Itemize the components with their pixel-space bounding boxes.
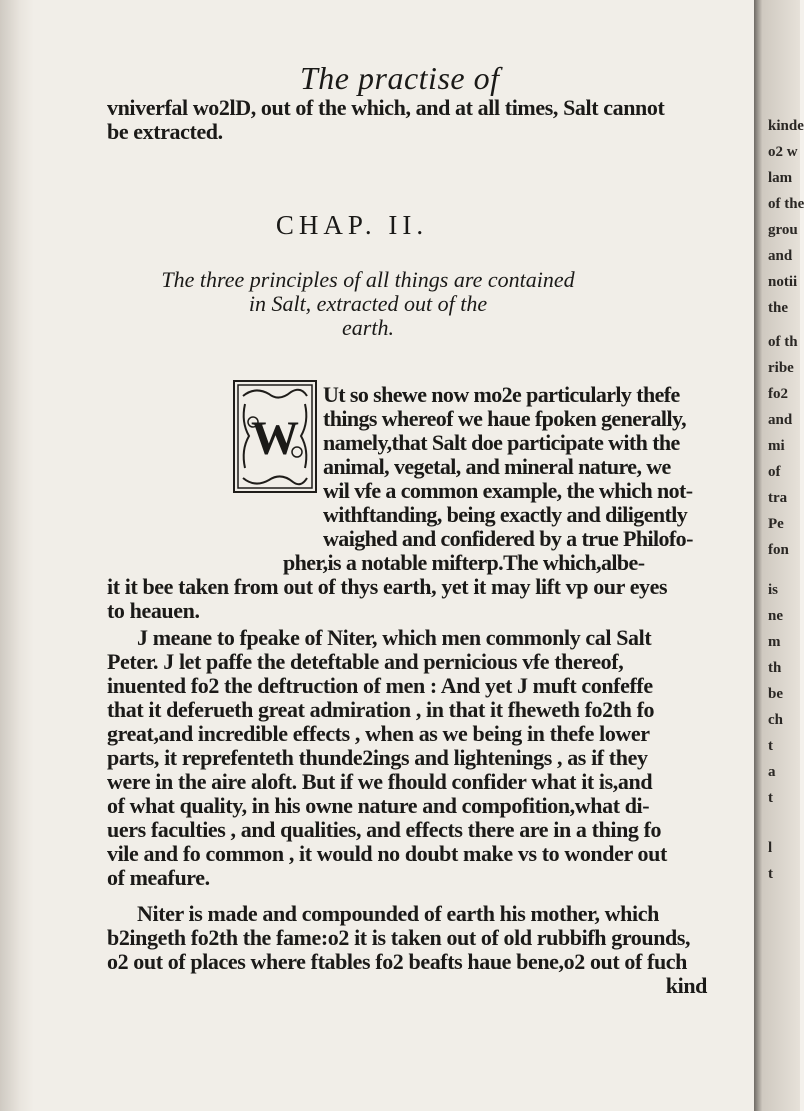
text-line: things whereof we haue fpoken generally, [323, 406, 687, 431]
facing-fragment: ribe [768, 360, 794, 376]
facing-fragment: th [768, 660, 782, 676]
left-gutter [0, 0, 34, 1111]
text-line: to heauen. [107, 598, 200, 623]
summary-line: The three principles of all things are contained [161, 267, 575, 292]
text-line: o2 out of places where ftables fo2 beafts haue bene,o2 out of fuch [107, 949, 687, 974]
text-line: of what quality, in his owne nature and compofition,what di- [107, 793, 650, 818]
text-line: that it deferueth great admiration , in that it fheweth fo2th fo [107, 697, 655, 722]
facing-fragment: and [768, 412, 793, 428]
facing-fragment: tra [768, 490, 788, 506]
text-line: be extracted. [107, 119, 223, 144]
paragraph-three [107, 902, 707, 998]
text-line: Ut so shewe now mo2e particularly thefe [323, 382, 680, 407]
text-line: inuented fo2 the deftruction of men : And yet J muft confeffe [107, 673, 653, 698]
facing-fragment: fo2 [768, 386, 788, 402]
paragraph-two [107, 626, 707, 890]
facing-fragment: t [768, 738, 773, 754]
text-line: waighed and confidered by a true Philofo- [323, 526, 693, 551]
summary-line: earth. [342, 315, 394, 340]
chapter-heading: CHAP. II. [275, 210, 429, 240]
catchword: kind [665, 973, 707, 998]
facing-fragment: mi [768, 438, 785, 454]
facing-page-edge [754, 0, 804, 1111]
facing-fragment: ne [768, 608, 783, 624]
facing-fragment: t [768, 790, 773, 806]
paragraph-one [107, 575, 707, 623]
running-head: The practise of [300, 60, 500, 96]
facing-fragment: be [768, 686, 783, 702]
text-line: J meane to fpeake of Niter, which men commonly cal Salt [137, 625, 652, 650]
summary-line: in Salt, extracted out of the [248, 291, 488, 316]
facing-fragment: kinde [768, 118, 804, 134]
facing-fragment: grou [768, 222, 798, 238]
text-line: animal, vegetal, and mineral nature, we [323, 454, 671, 479]
facing-fragment: a [768, 764, 776, 780]
facing-fragment: m [768, 634, 781, 650]
chapter-summary [158, 268, 578, 340]
facing-fragment: of th [768, 334, 798, 350]
text-line: were in the aire aloft. But if we fhould confider what it is,and [107, 769, 653, 794]
facing-fragment: is [768, 582, 779, 598]
text-line: uers faculties , and qualities, and effects there are in a thing fo [107, 817, 662, 842]
facing-fragment: l [768, 840, 773, 856]
text-line: Niter is made and compounded of earth his mother, which [137, 901, 659, 926]
initial-paragraph [283, 382, 703, 575]
facing-fragment: t [768, 866, 773, 882]
text-line: b2ingeth fo2th the fame:o2 it is taken out of old rubbifh grounds, [107, 925, 691, 950]
text-line: vile and fo common , it would no doubt make vs to wonder out [107, 841, 667, 866]
facing-fragment: and [768, 248, 793, 264]
text-line: parts, it reprefenteth thunde2ings and lightenings , as if they [107, 745, 648, 770]
facing-fragment: lam [768, 170, 793, 186]
text-line: vniverfal wo2lD, out of the which, and at all times, Salt cannot [107, 95, 665, 120]
facing-fragment: ch [768, 712, 783, 728]
text-line: great,and incredible effects , when as we being in thefe lower [107, 721, 650, 746]
text-line: pher,is a notable mifterp.The which,albe- [283, 550, 645, 575]
facing-fragment: o2 w [768, 144, 798, 160]
facing-fragment: fon [768, 542, 789, 558]
initial-letter: W [251, 412, 299, 465]
facing-fragment: notii [768, 274, 798, 290]
facing-fragment: the [768, 300, 788, 316]
ornament-icon [235, 382, 315, 491]
facing-fragment: of [768, 464, 781, 480]
text-line: withftanding, being exactly and diligently [323, 502, 688, 527]
text-line: wil vfe a common example, the which not- [323, 478, 693, 503]
facing-fragment: of the [768, 196, 804, 212]
text-line: namely,that Salt doe participate with the [323, 430, 680, 455]
text-line: it it bee taken from out of thys earth, yet it may lift vp our eyes [107, 574, 668, 599]
decorated-initial [233, 380, 317, 493]
carry-over-text [107, 96, 717, 144]
text-line: Peter. J let paffe the deteftable and pernicious vfe thereof, [107, 649, 624, 674]
facing-fragment: Pe [768, 516, 784, 532]
text-line: of meafure. [107, 865, 210, 890]
